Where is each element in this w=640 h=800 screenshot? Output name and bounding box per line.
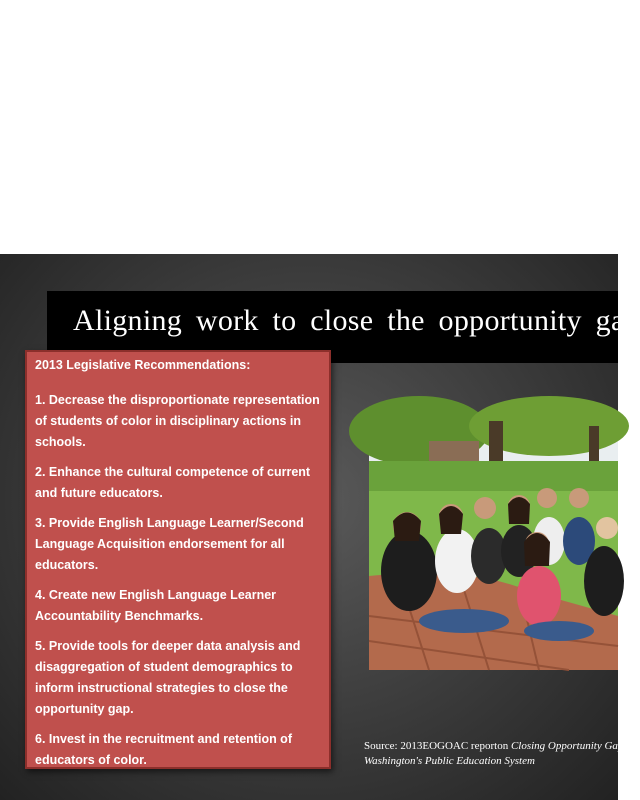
- recommendation-item: 2. Enhance the cultural competence of current and future educators.: [35, 465, 311, 500]
- recommendation-item: 5. Provide tools for deeper data analysis and disaggregation of student demographics to inform instructional strategies to close the opportunity gap.: [35, 639, 301, 716]
- recommendation-item: 3. Provide English Language Learner/Second Language Acquisition endorsement for all educators.: [35, 516, 304, 572]
- slide-title: Aligning work to close the opportunity gap: [73, 304, 640, 337]
- students-photo: [369, 416, 618, 670]
- photo-image: [369, 416, 618, 670]
- source-title-line1: Closing Opportunity Gaps in: [510, 740, 639, 752]
- recommendation-item: 4. Create new English Language Learner Accountability Benchmarks.: [35, 588, 277, 623]
- source-prefix: Source: 2013EOGOAC reporton: [364, 740, 511, 752]
- recommendations-heading: 2013 Legislative Recommendations:: [35, 358, 251, 372]
- slide: [0, 254, 640, 800]
- source-title-line2: Washington's Public Education System: [364, 755, 535, 767]
- recommendation-item: 1. Decrease the disproportionate representation of students of color in disciplinary actions in schools.: [35, 393, 320, 449]
- recommendations-box: [25, 350, 331, 769]
- source-citation: [364, 739, 639, 769]
- recommendation-item: 6. Invest in the recruitment and retention of educators of color.: [35, 732, 292, 767]
